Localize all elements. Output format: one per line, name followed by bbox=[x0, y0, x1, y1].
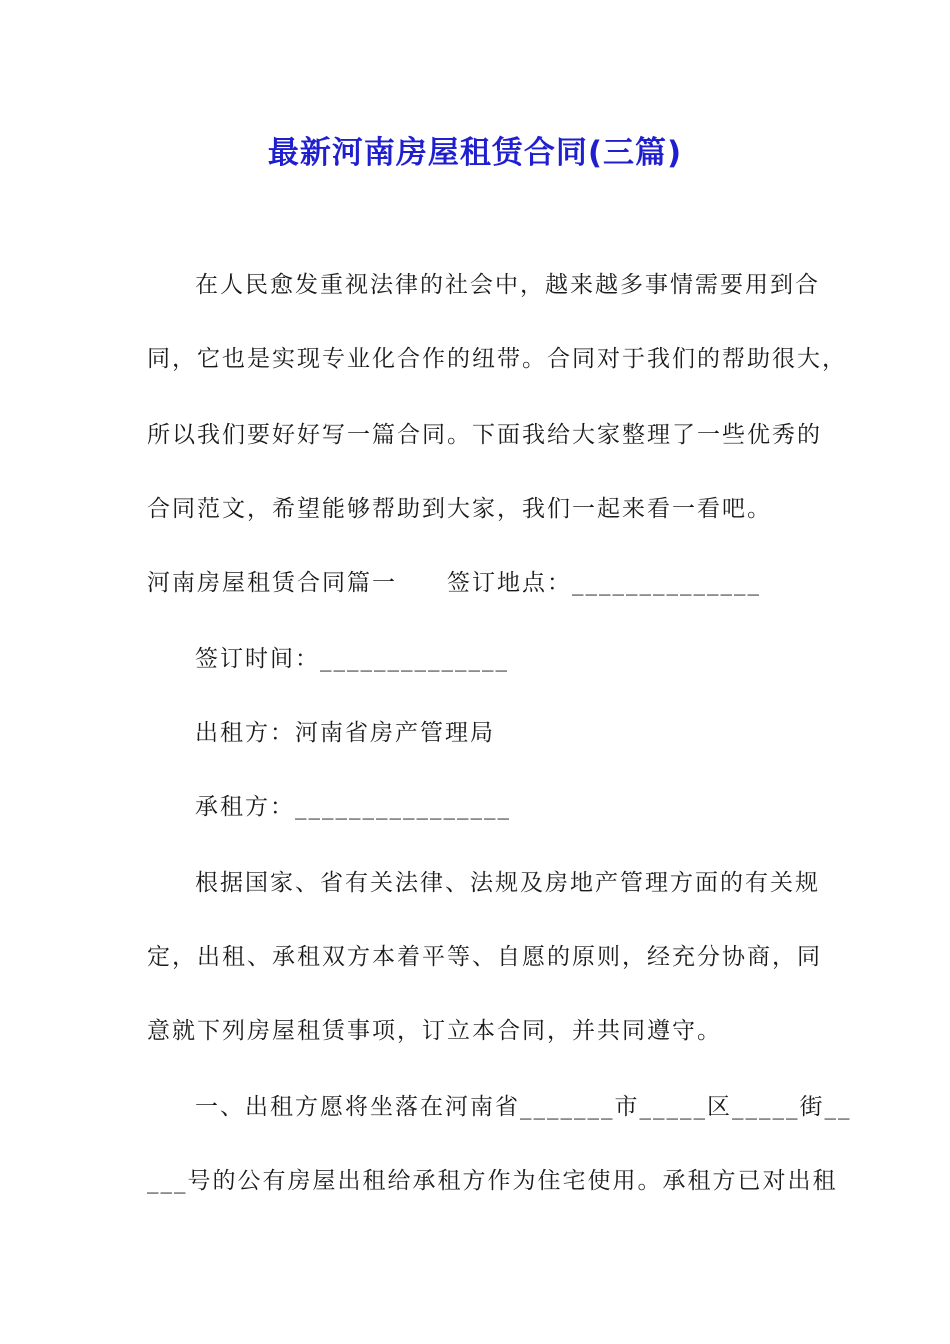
paragraph-line: 根据国家、省有关法律、法规及房地产管理方面的有关规 bbox=[195, 870, 820, 896]
lessor-line: 出租方：河南省房产管理局 bbox=[195, 720, 495, 746]
clause-line: ___号的公有房屋出租给承租方作为住宅使用。承租方已对出租 bbox=[147, 1168, 838, 1194]
paragraph-line: 意就下列房屋租赁事项，订立本合同，并共同遵守。 bbox=[147, 1018, 722, 1044]
clause-line: 一、出租方愿将坐落在河南省_______市_____区_____街__ bbox=[195, 1094, 852, 1120]
document-title: 最新河南房屋租赁合同(三篇) bbox=[267, 135, 683, 171]
section-heading-line: 河南房屋租赁合同篇一 签订地点：______________ bbox=[147, 570, 761, 596]
paragraph-line: 定，出租、承租双方本着平等、自愿的原则，经充分协商，同 bbox=[147, 944, 822, 970]
paragraph-line: 合同范文，希望能够帮助到大家，我们一起来看一看吧。 bbox=[147, 496, 772, 522]
lessee-line: 承租方：________________ bbox=[195, 794, 511, 820]
paragraph-line: 所以我们要好好写一篇合同。下面我给大家整理了一些优秀的 bbox=[147, 422, 822, 448]
signing-time-line: 签订时间：______________ bbox=[195, 646, 509, 672]
paragraph-line: 同，它也是实现专业化合作的纽带。合同对于我们的帮助很大， bbox=[147, 346, 847, 372]
paragraph-line: 在人民愈发重视法律的社会中，越来越多事情需要用到合 bbox=[195, 272, 820, 298]
